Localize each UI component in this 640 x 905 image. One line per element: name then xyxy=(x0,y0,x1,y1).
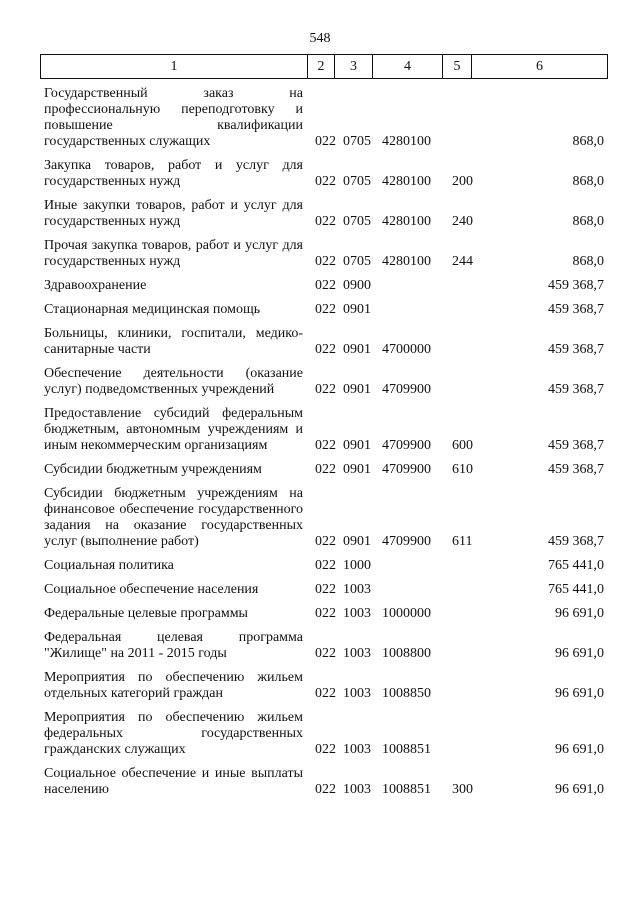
row-target-code: 1000000 xyxy=(382,606,431,621)
table-row xyxy=(44,670,604,702)
row-section-code: 0705 xyxy=(343,134,371,149)
row-ministry-code: 022 xyxy=(315,782,336,797)
row-target-code: 4709900 xyxy=(382,382,431,397)
row-sum: 459 368,7 xyxy=(548,462,604,477)
row-ministry-code: 022 xyxy=(315,606,336,621)
row-name: Государственный заказ на профессиональную переподготовку и повышение квалификации государственных служащих xyxy=(44,86,303,149)
row-section-code: 1003 xyxy=(343,782,371,797)
table-row xyxy=(44,302,604,318)
row-sum: 765 441,0 xyxy=(548,582,604,597)
row-target-code: 1008850 xyxy=(382,686,431,701)
table-row xyxy=(44,86,604,150)
row-section-code: 0901 xyxy=(343,342,371,357)
row-ministry-code: 022 xyxy=(315,134,336,149)
row-name: Мероприятия по обеспечению жильем отдельных категорий граждан xyxy=(44,670,303,701)
row-ministry-code: 022 xyxy=(315,686,336,701)
row-ministry-code: 022 xyxy=(315,278,336,293)
table-row xyxy=(44,486,604,550)
header-col-6: 6 xyxy=(536,58,543,74)
table-row xyxy=(44,406,604,454)
table-header xyxy=(40,54,608,79)
row-ministry-code: 022 xyxy=(315,254,336,269)
table-row xyxy=(44,326,604,358)
row-sum: 459 368,7 xyxy=(548,382,604,397)
page-number: 548 xyxy=(309,31,331,46)
row-section-code: 0901 xyxy=(343,534,371,549)
row-sum: 459 368,7 xyxy=(548,534,604,549)
row-target-code: 4280100 xyxy=(382,254,431,269)
row-section-code: 1003 xyxy=(343,582,371,597)
row-sum: 459 368,7 xyxy=(548,342,604,357)
row-sum: 459 368,7 xyxy=(548,302,604,317)
row-ministry-code: 022 xyxy=(315,582,336,597)
row-name: Федеральные целевые программы xyxy=(44,606,248,621)
row-sum: 868,0 xyxy=(572,174,604,189)
header-col-2: 2 xyxy=(308,55,335,78)
row-sum: 868,0 xyxy=(572,134,604,149)
table-row xyxy=(44,462,604,478)
row-section-code: 0901 xyxy=(343,302,371,317)
row-target-code: 4280100 xyxy=(382,214,431,229)
row-sum: 459 368,7 xyxy=(548,438,604,453)
row-expense-type: 240 xyxy=(452,214,473,229)
row-section-code: 0900 xyxy=(343,278,371,293)
row-target-code: 1008851 xyxy=(382,782,431,797)
row-name: Обеспечение деятельности (оказание услуг) подведомственных учреждений xyxy=(44,366,303,397)
table-row xyxy=(44,198,604,230)
table-row xyxy=(44,158,604,190)
row-sum: 96 691,0 xyxy=(555,782,604,797)
row-name: Иные закупки товаров, работ и услуг для государственных нужд xyxy=(44,198,303,229)
row-name: Здравоохранение xyxy=(44,278,147,293)
row-section-code: 0901 xyxy=(343,462,371,477)
row-sum: 459 368,7 xyxy=(548,278,604,293)
header-col-3: 3 xyxy=(335,55,373,78)
table-row xyxy=(44,278,604,294)
row-ministry-code: 022 xyxy=(315,534,336,549)
row-name: Федеральная целевая программа "Жилище" на 2011 - 2015 годы xyxy=(44,630,303,661)
row-name: Субсидии бюджетным учреждениям xyxy=(44,462,262,477)
row-ministry-code: 022 xyxy=(315,214,336,229)
row-sum: 96 691,0 xyxy=(555,606,604,621)
row-ministry-code: 022 xyxy=(315,558,336,573)
row-expense-type: 600 xyxy=(452,438,473,453)
table-row xyxy=(44,238,604,270)
row-sum: 96 691,0 xyxy=(555,686,604,701)
row-target-code: 4280100 xyxy=(382,134,431,149)
row-ministry-code: 022 xyxy=(315,174,336,189)
row-sum: 765 441,0 xyxy=(548,558,604,573)
row-ministry-code: 022 xyxy=(315,438,336,453)
row-expense-type: 300 xyxy=(452,782,473,797)
row-expense-type: 200 xyxy=(452,174,473,189)
row-section-code: 1003 xyxy=(343,742,371,757)
table-row xyxy=(44,582,604,598)
row-target-code: 4709900 xyxy=(382,462,431,477)
table-row xyxy=(44,606,604,622)
table-row xyxy=(44,766,604,798)
row-target-code: 4280100 xyxy=(382,174,431,189)
row-target-code: 4709900 xyxy=(382,534,431,549)
row-name: Больницы, клиники, госпитали, медико-санитарные части xyxy=(44,326,303,357)
table-row xyxy=(44,630,604,662)
row-section-code: 0901 xyxy=(343,382,371,397)
row-target-code: 1008851 xyxy=(382,742,431,757)
row-ministry-code: 022 xyxy=(315,342,336,357)
row-expense-type: 610 xyxy=(452,462,473,477)
row-expense-type: 244 xyxy=(452,254,473,269)
row-ministry-code: 022 xyxy=(315,382,336,397)
table-row xyxy=(44,558,604,574)
row-section-code: 0705 xyxy=(343,174,371,189)
row-name: Закупка товаров, работ и услуг для государственных нужд xyxy=(44,158,303,189)
row-target-code: 1008800 xyxy=(382,646,431,661)
row-name: Мероприятия по обеспечению жильем федеральных государственных гражданских служащих xyxy=(44,710,303,757)
row-name: Субсидии бюджетным учреждениям на финансовое обеспечение государственного задания на оказание государственных услуг (выполнение работ) xyxy=(44,486,303,549)
row-ministry-code: 022 xyxy=(315,302,336,317)
table-body xyxy=(44,86,604,806)
row-target-code: 4709900 xyxy=(382,438,431,453)
row-section-code: 0901 xyxy=(343,438,371,453)
table-row xyxy=(44,710,604,758)
table-row xyxy=(44,366,604,398)
row-name: Социальная политика xyxy=(44,558,174,573)
row-target-code: 4700000 xyxy=(382,342,431,357)
row-expense-type: 611 xyxy=(452,534,473,549)
row-section-code: 1000 xyxy=(343,558,371,573)
row-section-code: 0705 xyxy=(343,254,371,269)
row-ministry-code: 022 xyxy=(315,646,336,661)
row-sum: 96 691,0 xyxy=(555,646,604,661)
header-col-4: 4 xyxy=(373,55,443,78)
row-sum: 96 691,0 xyxy=(555,742,604,757)
row-name: Стационарная медицинская помощь xyxy=(44,302,261,317)
row-name: Предоставление субсидий федеральным бюджетным, автономным учреждениям и иным некоммерческим организациям xyxy=(44,406,303,453)
row-name: Социальное обеспечение и иные выплаты населению xyxy=(44,766,303,797)
row-section-code: 0705 xyxy=(343,214,371,229)
row-name: Прочая закупка товаров, работ и услуг для государственных нужд xyxy=(44,238,303,269)
header-col-5: 5 xyxy=(443,55,472,78)
row-sum: 868,0 xyxy=(572,254,604,269)
row-section-code: 1003 xyxy=(343,606,371,621)
row-name: Социальное обеспечение населения xyxy=(44,582,259,597)
row-ministry-code: 022 xyxy=(315,742,336,757)
row-sum: 868,0 xyxy=(572,214,604,229)
header-col-1: 1 xyxy=(41,55,308,78)
row-section-code: 1003 xyxy=(343,646,371,661)
row-section-code: 1003 xyxy=(343,686,371,701)
row-ministry-code: 022 xyxy=(315,462,336,477)
